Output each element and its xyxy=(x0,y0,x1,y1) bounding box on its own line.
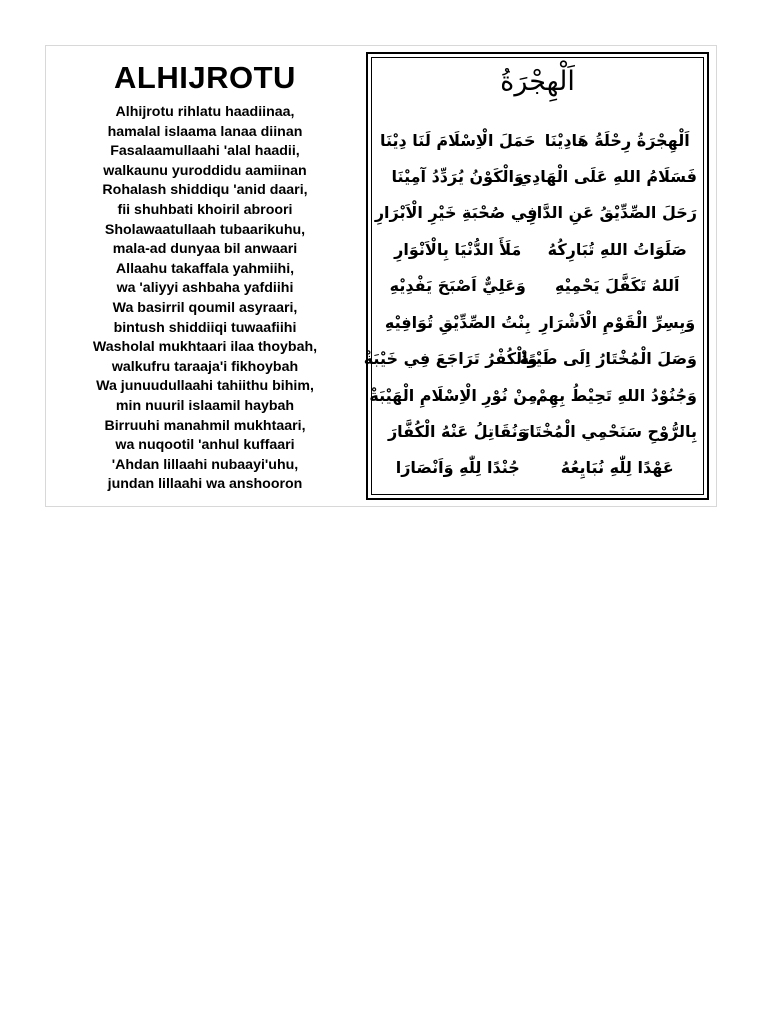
latin-verse-line: Rohalash shiddiqu 'anid daari, xyxy=(102,182,308,199)
latin-verse-line: hamalal islaama lanaa diinan xyxy=(107,123,303,140)
arabic-verse-row xyxy=(378,122,697,158)
arabic-hemistich-first: اَللهُ تَكَفَّلَ يَحْمِيْهِ xyxy=(555,276,680,296)
arabic-hemistich-second: وَالْكُفْرُ تَرَاجَعَ فِي خَيْبَةْ xyxy=(363,349,538,369)
arabic-title: اَلْهِجْرَةُ xyxy=(500,66,575,97)
latin-verse-line: jundan lillaahi wa anshooron xyxy=(107,476,303,493)
arabic-hemistich-first: وَبِسِرِّ الْقَوْمِ الْاَشْرَارِ xyxy=(539,312,696,332)
arabic-hemistich-second: فِي صُحْبَةِ خَيْرِ الْاَبْرَارِ xyxy=(374,203,538,223)
latin-verse-line: wa 'aliyyi ashbaha yafdiihi xyxy=(116,280,294,297)
arabic-hemistich-first: وَجُنُوْدُ اللهِ تَحِيْطُ بِهِمْ xyxy=(535,385,697,405)
arabic-verse-grid xyxy=(363,122,697,486)
arabic-hemistich-second: بِنْتُ الصِّدِّيْقِ تُوَافِيْهِ xyxy=(384,312,531,332)
arabic-verse-row xyxy=(378,231,697,267)
arabic-verse-row xyxy=(378,158,697,194)
arabic-hemistich-first: اَلْهِجْرَةُ رِحْلَةُ هَادِيْنَا xyxy=(544,130,690,150)
latin-verse-line: Alhijrotu rihlatu haadiinaa, xyxy=(115,104,295,120)
arabic-verse-row xyxy=(369,377,697,413)
latin-verse-line: Allaahu takaffala yahmiihi, xyxy=(115,260,295,277)
arabic-hemistich-second: وَنُقَاتِلُ عَنْهُ الْكُفَّارَ xyxy=(387,422,528,441)
arabic-verse-row xyxy=(363,341,697,377)
latin-verse-line: 'Ahdan lillaahi nubaayi'uhu, xyxy=(111,456,299,473)
latin-verse-list xyxy=(46,103,364,495)
arabic-hemistich-second: حَمَلَ الْاِسْلَامَ لَنَا دِيْنَا xyxy=(379,130,536,150)
arabic-hemistich-second: جُنْدًا لِلّٰهِ وَاَنْصَارَا xyxy=(395,458,520,478)
arabic-hemistich-first: عَهْدًا لِلّٰهِ نُبَايِعُهُ xyxy=(560,458,674,478)
latin-verse-line: walkaunu yuroddidu aamiinan xyxy=(103,162,307,179)
latin-verse-line: wa nuqootil 'anhul kuffaari xyxy=(115,437,295,454)
latin-verse-line: Birruuhi manahmil mukhtaari, xyxy=(104,417,306,434)
latin-verse-line: Wa basirril qoumil asyraari, xyxy=(112,299,298,316)
arabic-hemistich-second: وَعَلِيٌّ اَصْبَحَ يَفْدِيْهِ xyxy=(389,276,526,296)
arabic-hemistich-second: مَلَأَ الدُّنْيَا بِالْاَنْوَارِ xyxy=(394,239,522,259)
arabic-verse-row xyxy=(378,450,697,486)
arabic-verse-row xyxy=(378,268,697,304)
arabic-hemistich-first: رَحَلَ الصِّدِّيْقُ عَنِ الدَّارِ xyxy=(527,203,697,223)
latin-verse-line: Sholawaatullaah tubaarikuhu, xyxy=(104,221,306,238)
latin-transliteration xyxy=(46,58,364,495)
arabic-verse-row xyxy=(374,195,697,231)
arabic-hemistich-second: مِنْ نُوْرِ الْاِسْلَامِ الْهَيْبَةْ xyxy=(369,385,538,405)
poem-sheet xyxy=(45,45,717,507)
arabic-hemistich-second: وَالْكَوْنُ يُرَدِّدُ آمِيْنَا xyxy=(391,166,524,186)
arabic-verse-row xyxy=(378,414,697,450)
arabic-hemistich-first: صَلَوَاتُ اللهِ تُبَارِكُهُ xyxy=(547,239,687,259)
latin-verse-line: min nuuril islaamil haybah xyxy=(115,397,295,414)
arabic-hemistich-first: فَسَلَامُ اللهِ عَلَى الْهَادِي xyxy=(517,166,697,186)
latin-verse-line: Washolal mukhtaari ilaa thoybah, xyxy=(92,339,318,356)
arabic-verse-row xyxy=(378,304,697,340)
latin-title: ALHIJROTU xyxy=(114,60,296,95)
latin-verse-line: mala-ad dunyaa bil anwaari xyxy=(112,241,298,258)
latin-verse-line: walkufru taraaja'i fikhoybah xyxy=(111,358,299,375)
latin-verse-line: bintush shiddiiqi tuwaafiihi xyxy=(113,319,297,336)
arabic-poem-panel xyxy=(363,52,709,500)
arabic-hemistich-first: وَصَلَ الْمُخْتَارُ اِلَى طَيْبَةْ xyxy=(519,349,697,369)
latin-verse-line: fii shuhbati khoiril abroori xyxy=(117,201,293,218)
latin-verse-line: Wa junuudullaahi tahiithu bihim, xyxy=(96,378,314,395)
arabic-hemistich-first: بِالرُّوْحِ سَنَحْمِي الْمُخْتَارَ xyxy=(520,422,697,441)
latin-verse-line: Fasalaamullaahi 'alal haadii, xyxy=(110,143,300,160)
